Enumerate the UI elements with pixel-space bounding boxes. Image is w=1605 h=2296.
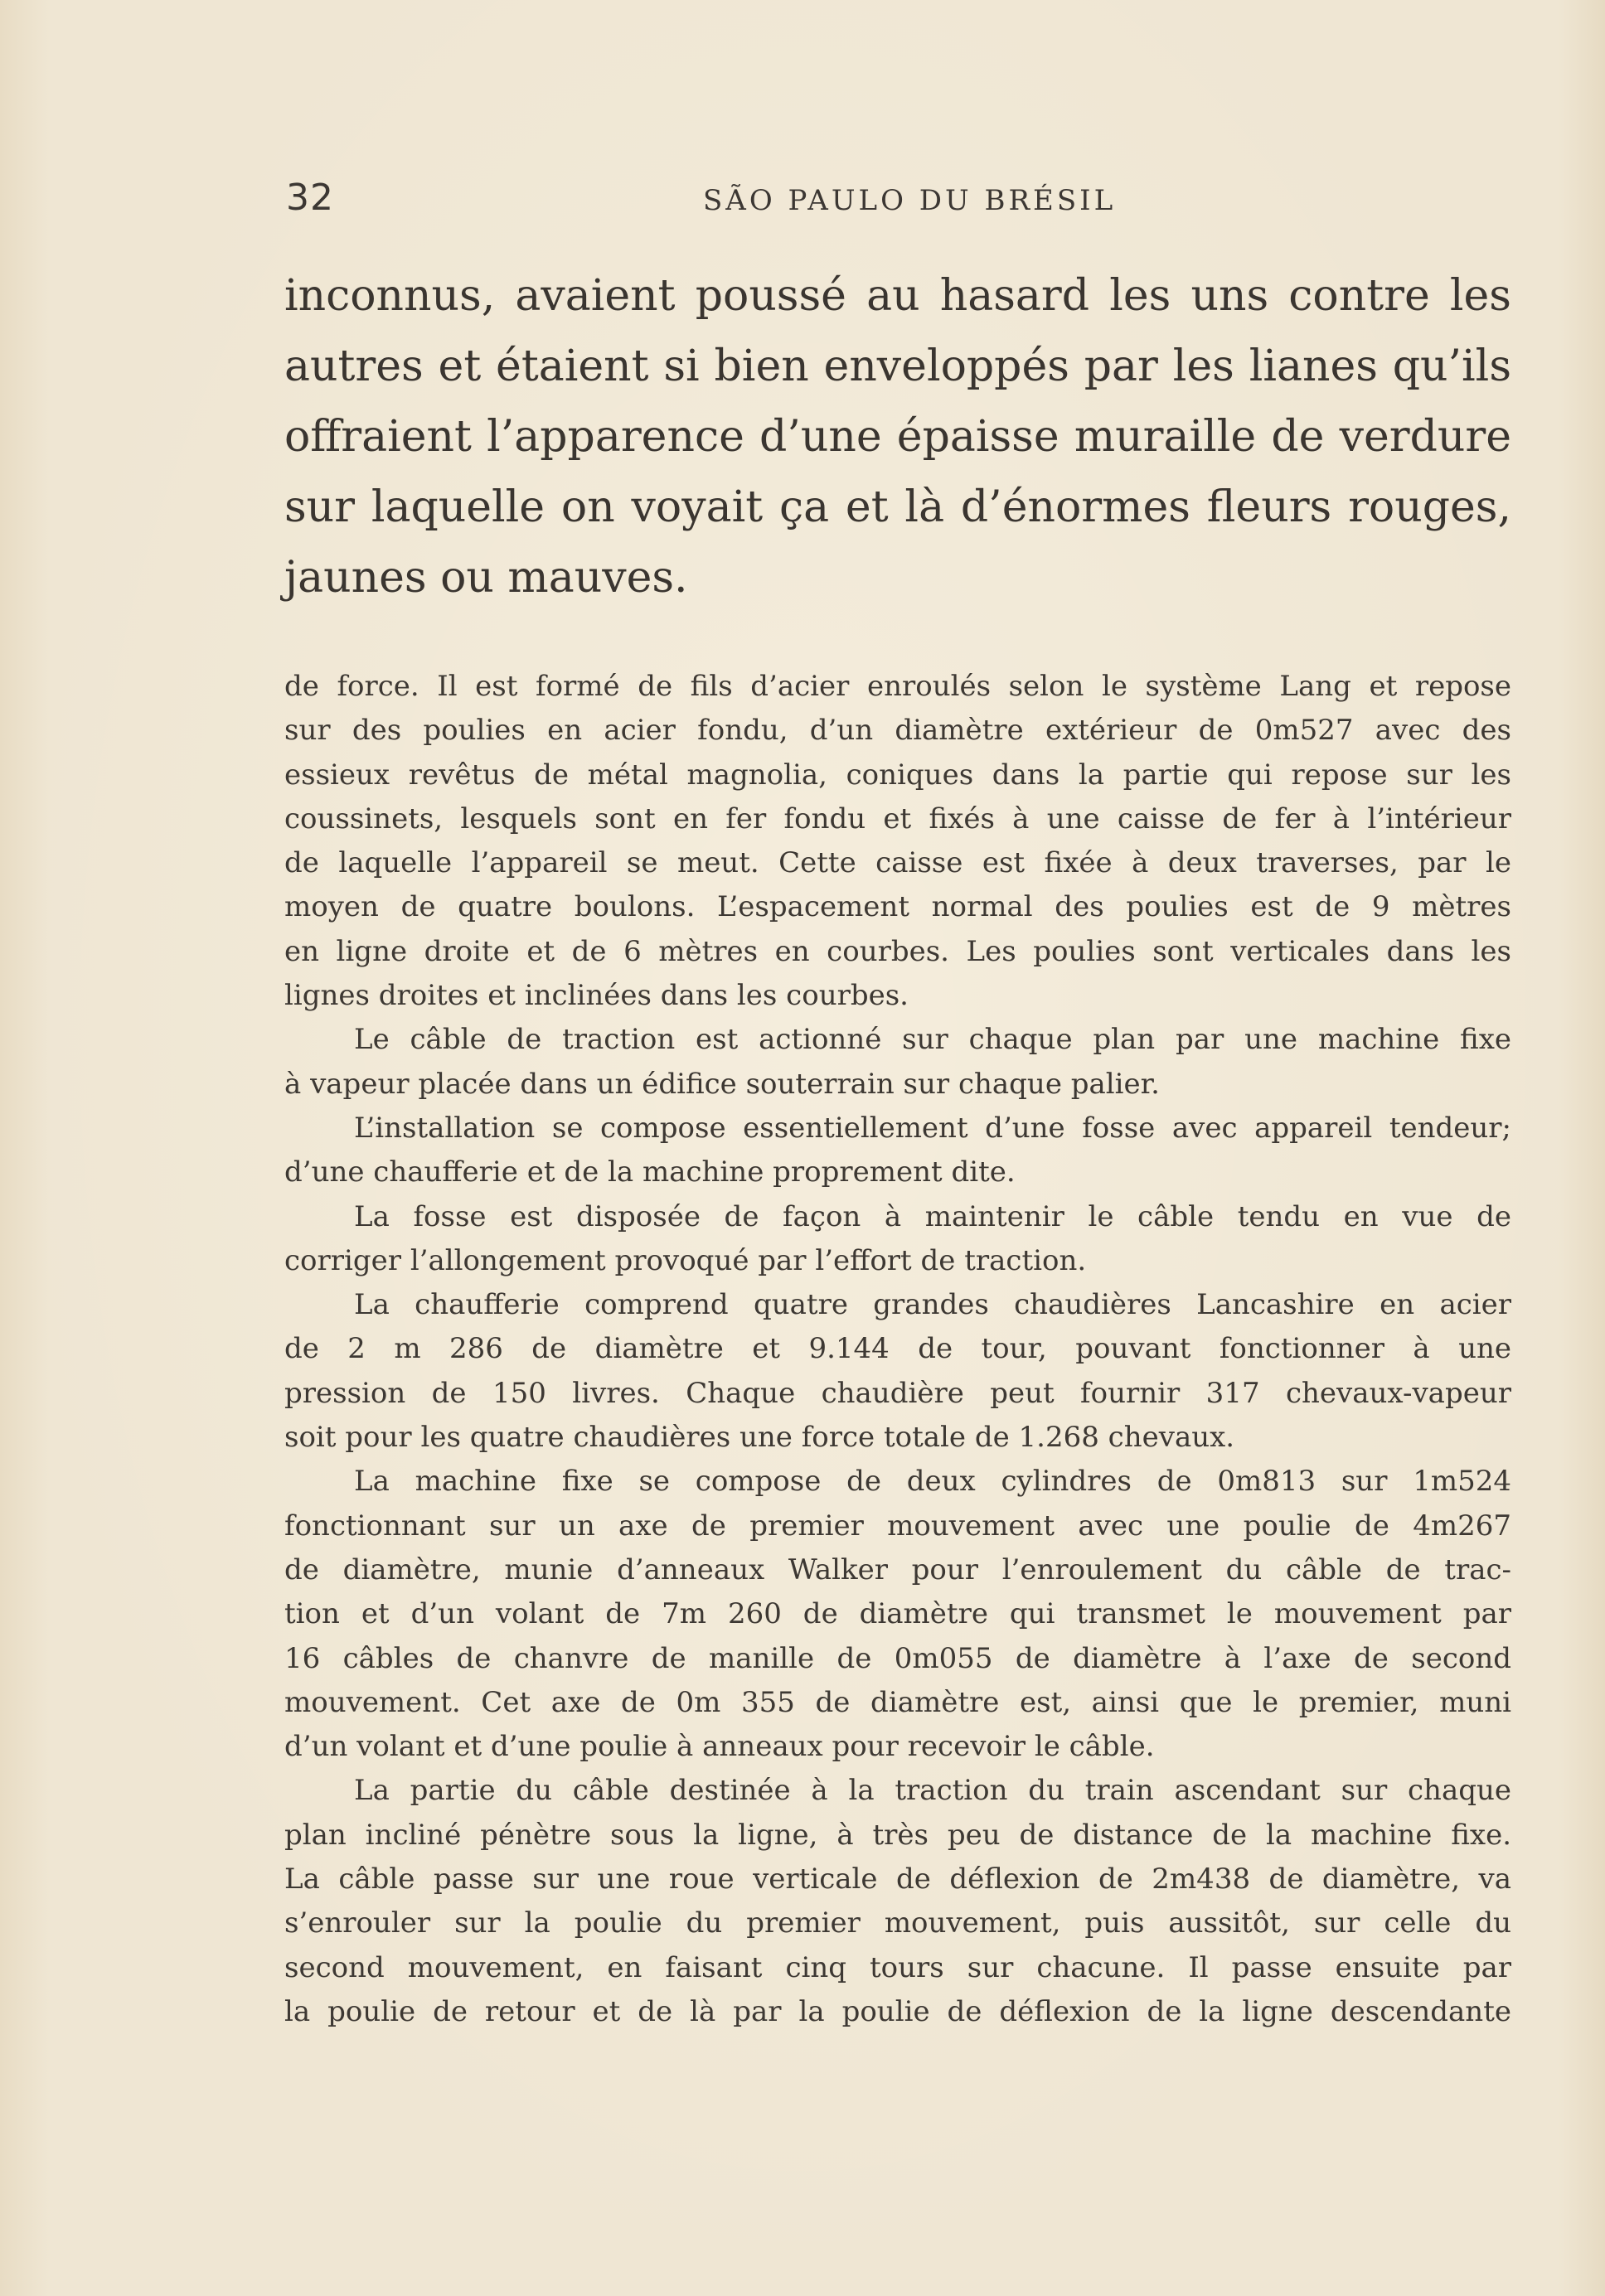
text-line: de diamètre, munie d’anneaux Walker pour l’enroulement du câble de trac- bbox=[284, 1552, 1511, 1586]
text-line: d’une chaufferie et de la machine proprement dite. bbox=[284, 1155, 1016, 1189]
text-line: pression de 150 livres. Chaque chaudière peut fournir 317 chevaux-vapeur bbox=[284, 1376, 1511, 1410]
text-line: soit pour les quatre chaudières une force totale de 1.268 chevaux. bbox=[284, 1421, 1235, 1455]
text-line: plan incliné pénètre sous la ligne, à très peu de distance de la machine fixe. bbox=[284, 1818, 1511, 1852]
text-line: second mouvement, en faisant cinq tours sur chacune. Il passe ensuite par bbox=[284, 1950, 1511, 1984]
text-line: sur des poulies en acier fondu, d’un diamètre extérieur de 0m527 avec des bbox=[284, 714, 1511, 748]
text-line: la poulie de retour et de là par la poulie de déflexion de la ligne descendante bbox=[284, 1994, 1511, 2028]
quoted-passage bbox=[284, 261, 1511, 613]
text-line: moyen de quatre boulons. L’espacement normal des poulies est de 9 mètres bbox=[284, 890, 1511, 924]
text-line: La fosse est disposée de façon à maintenir le câble tendu en vue de bbox=[354, 1199, 1511, 1233]
text-line: de laquelle l’appareil se meut. Cette caisse est fixée à deux traverses, par le bbox=[284, 846, 1511, 880]
text-line: s’enrouler sur la poulie du premier mouvement, puis aussitôt, sur celle du bbox=[284, 1906, 1511, 1940]
text-line: essieux revêtus de métal magnolia, coniques dans la partie qui repose sur les bbox=[284, 758, 1511, 792]
text-line: corriger l’allongement provoqué par l’effort de traction. bbox=[284, 1243, 1087, 1277]
text-line: fonctionnant sur un axe de premier mouvement avec une poulie de 4m267 bbox=[284, 1509, 1511, 1543]
text-line: Le câble de traction est actionné sur chaque plan par une machine fixe bbox=[354, 1023, 1511, 1057]
quote-line: sur laquelle on voyait ça et là d’énormes fleurs rouges, bbox=[284, 482, 1511, 532]
text-line: de force. Il est formé de fils d’acier enroulés selon le système Lang et repose bbox=[284, 670, 1511, 703]
text-line: coussinets, lesquels sont en fer fondu et fixés à une caisse de fer à l’intérieur bbox=[284, 802, 1511, 836]
text-line: mouvement. Cet axe de 0m 355 de diamètre est, ainsi que le premier, muni bbox=[284, 1685, 1511, 1719]
text-line: à vapeur placée dans un édifice souterrain sur chaque palier. bbox=[284, 1067, 1160, 1101]
text-line: La chaufferie comprend quatre grandes chaudières Lancashire en acier bbox=[354, 1288, 1511, 1322]
text-line: tion et d’un volant de 7m 260 de diamètre qui transmet le mouvement par bbox=[284, 1597, 1511, 1631]
text-line: L’installation se compose essentiellement d’une fosse avec appareil tendeur; bbox=[354, 1111, 1511, 1145]
quote-line: jaunes ou mauves. bbox=[284, 553, 688, 603]
text-line: La câble passe sur une roue verticale de déflexion de 2m438 de diamètre, va bbox=[284, 1862, 1511, 1896]
running-title: SÃO PAULO DU BRÉSIL bbox=[703, 184, 1117, 217]
page-number: 32 bbox=[286, 177, 334, 219]
text-line: 16 câbles de chanvre de manille de 0m055 de diamètre à l’axe de second bbox=[284, 1641, 1511, 1675]
quote-line: autres et étaient si bien enveloppés par les lianes qu’ils bbox=[284, 341, 1511, 391]
text-line: d’un volant et d’une poulie à anneaux pour recevoir le câble. bbox=[284, 1730, 1155, 1764]
text-line: en ligne droite et de 6 mètres en courbes. Les poulies sont verticales dans les bbox=[284, 934, 1511, 968]
text-line: La partie du câble destinée à la traction du train ascendant sur chaque bbox=[354, 1774, 1511, 1808]
quote-line: inconnus, avaient poussé au hasard les uns contre les bbox=[284, 271, 1511, 321]
text-line: de 2 m 286 de diamètre et 9.144 de tour, pouvant fonctionner à une bbox=[284, 1332, 1511, 1366]
text-line: La machine fixe se compose de deux cylindres de 0m813 sur 1m524 bbox=[354, 1465, 1511, 1499]
quote-line: offraient l’apparence d’une épaisse muraille de verdure bbox=[284, 412, 1511, 462]
text-line: lignes droites et inclinées dans les courbes. bbox=[284, 979, 909, 1013]
body-text bbox=[284, 665, 1511, 2034]
